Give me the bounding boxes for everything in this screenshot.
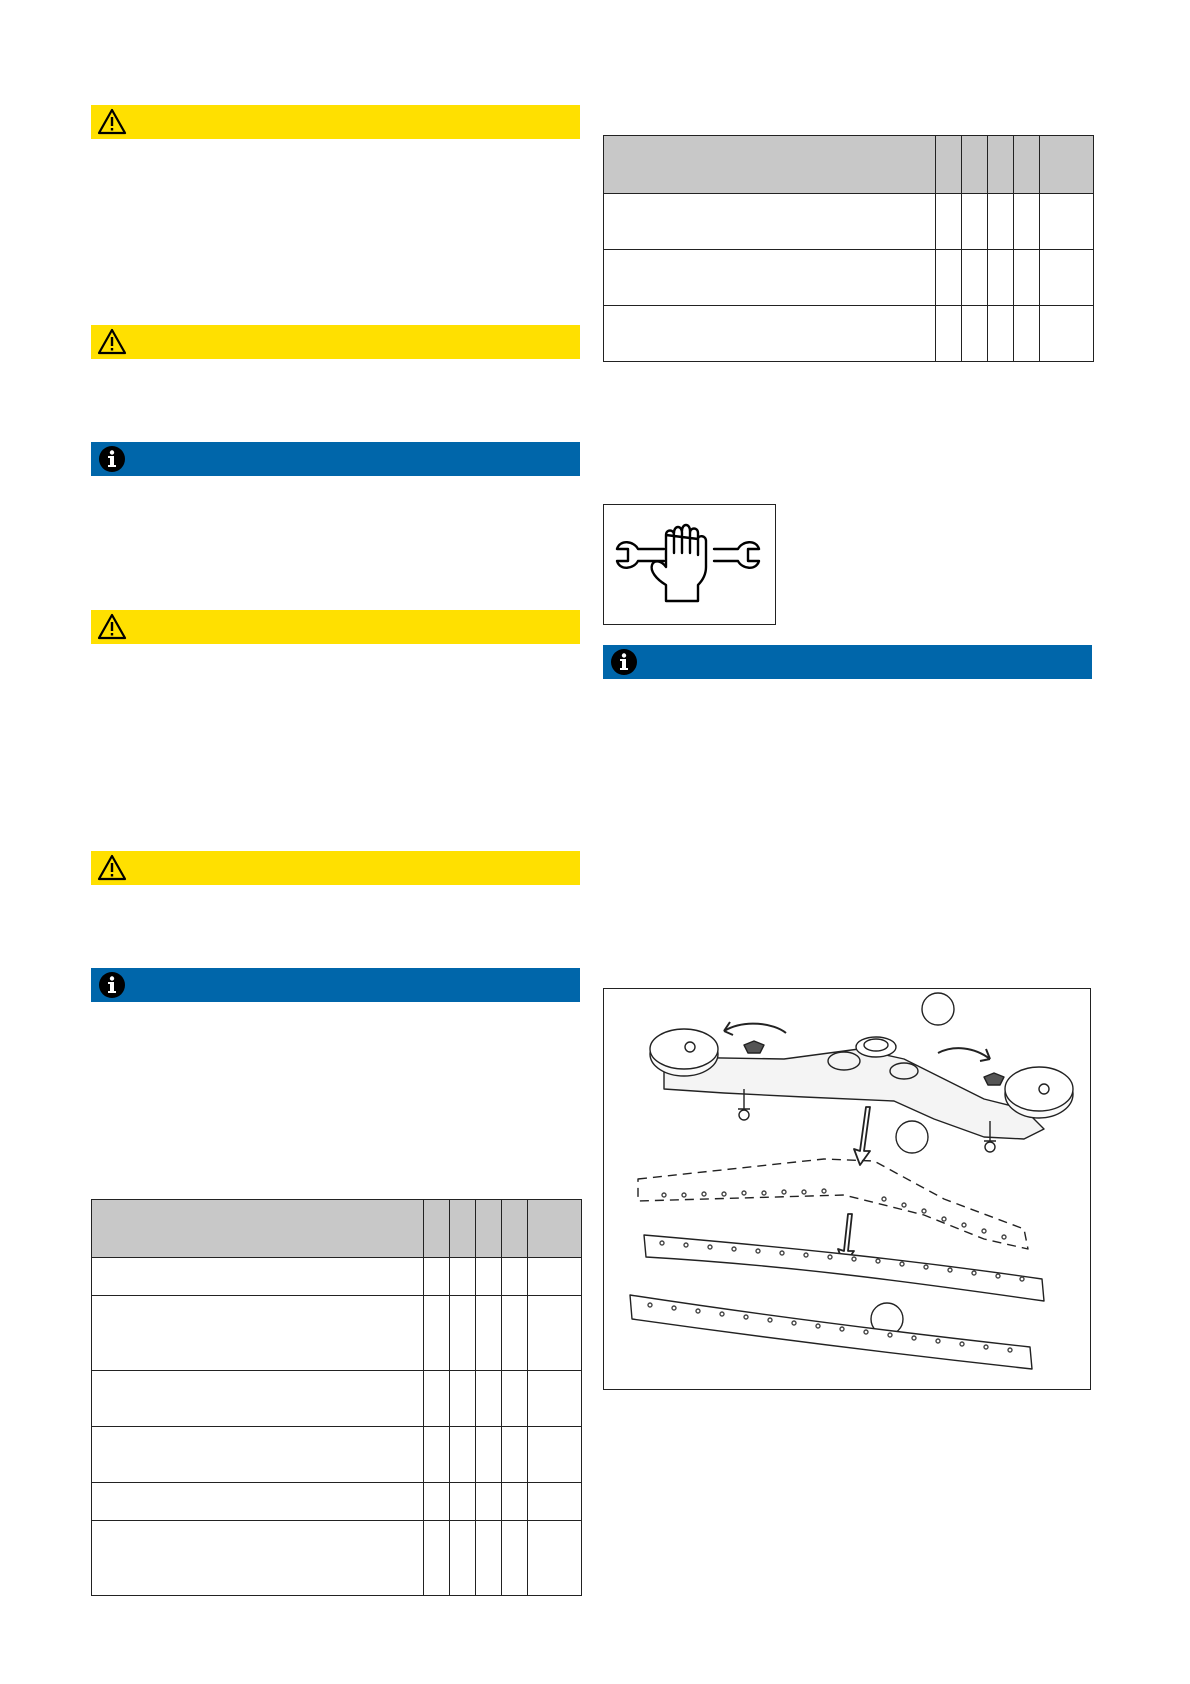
table-row (604, 306, 1094, 362)
table-cell (502, 1521, 528, 1596)
table-cell (604, 194, 936, 250)
table-cell (528, 1427, 582, 1483)
table-cell (528, 1521, 582, 1596)
header-cell (936, 136, 962, 194)
callout-circle-2 (896, 1121, 928, 1153)
warning-notice-4 (91, 851, 580, 885)
table-cell (424, 1371, 450, 1427)
right-star-knob (984, 1073, 1004, 1085)
table-cell (1014, 306, 1040, 362)
table-cell (476, 1521, 502, 1596)
table-header-row (604, 136, 1094, 194)
header-cell (1014, 136, 1040, 194)
table-cell (424, 1427, 450, 1483)
warning-notice-2 (91, 325, 580, 359)
table-cell (450, 1371, 476, 1427)
table-cell (450, 1296, 476, 1371)
table-cell (962, 306, 988, 362)
hand-with-wrenches-icon (604, 505, 775, 624)
header-cell (92, 1200, 424, 1258)
info-icon (95, 968, 129, 1002)
table-cell (988, 306, 1014, 362)
header-cell (450, 1200, 476, 1258)
table-cell (528, 1258, 582, 1296)
table-cell (988, 194, 1014, 250)
table-cell (450, 1258, 476, 1296)
table-cell (988, 250, 1014, 306)
rotate-arrow-left (724, 1024, 786, 1033)
maintenance-symbol-box (603, 504, 776, 625)
warning-triangle-icon (95, 105, 129, 139)
down-arrow-1 (854, 1107, 870, 1165)
table-cell (476, 1371, 502, 1427)
table-cell (1040, 194, 1094, 250)
info-icon (95, 442, 129, 476)
table-row (92, 1521, 582, 1596)
table-cell (962, 250, 988, 306)
table-cell (502, 1483, 528, 1521)
table-cell (424, 1296, 450, 1371)
table-cell (502, 1258, 528, 1296)
squeegee-assembly-figure (603, 988, 1091, 1390)
table-cell (424, 1521, 450, 1596)
rotate-arrow-right (938, 1048, 990, 1059)
header-cell (1040, 136, 1094, 194)
callout-circle-1 (922, 993, 954, 1025)
table-cell (450, 1483, 476, 1521)
table-cell (424, 1483, 450, 1521)
table-cell (92, 1371, 424, 1427)
center-socket (856, 1037, 896, 1057)
table-cell (92, 1427, 424, 1483)
table-cell (92, 1296, 424, 1371)
table-cell (424, 1258, 450, 1296)
info-icon (607, 645, 641, 679)
table-cell (476, 1483, 502, 1521)
header-cell (604, 136, 936, 194)
warning-triangle-icon (95, 851, 129, 885)
warning-triangle-icon (95, 610, 129, 644)
table-cell (1014, 250, 1040, 306)
maintenance-table-right (603, 135, 1094, 362)
info-notice-2 (91, 968, 580, 1002)
table-cell (604, 306, 936, 362)
table-cell (92, 1521, 424, 1596)
table-cell (476, 1296, 502, 1371)
table-cell (528, 1296, 582, 1371)
table-row (92, 1427, 582, 1483)
warning-triangle-icon (95, 325, 129, 359)
table-row (92, 1483, 582, 1521)
table-row (604, 250, 1094, 306)
table-cell (502, 1371, 528, 1427)
header-cell (988, 136, 1014, 194)
squeegee-assembly-illustration (604, 989, 1090, 1389)
info-notice-3 (603, 645, 1092, 679)
table-cell (502, 1296, 528, 1371)
table-header-row (92, 1200, 582, 1258)
table-row (92, 1371, 582, 1427)
left-star-knob (744, 1041, 764, 1053)
table-row (92, 1258, 582, 1296)
table-cell (1040, 250, 1094, 306)
info-notice-1 (91, 442, 580, 476)
table-cell (936, 194, 962, 250)
squeegee-blade-lower (630, 1295, 1032, 1369)
table-cell (502, 1427, 528, 1483)
table-cell (936, 250, 962, 306)
warning-notice-3 (91, 610, 580, 644)
table-cell (476, 1427, 502, 1483)
table-cell (962, 194, 988, 250)
table-row (92, 1296, 582, 1371)
table-cell (1014, 194, 1040, 250)
header-cell (962, 136, 988, 194)
table-cell (936, 306, 962, 362)
maintenance-table-left (91, 1199, 582, 1596)
table-cell (92, 1483, 424, 1521)
table-cell (92, 1258, 424, 1296)
header-cell (476, 1200, 502, 1258)
warning-notice-1 (91, 105, 580, 139)
table-cell (604, 250, 936, 306)
table-cell (528, 1371, 582, 1427)
table-cell (528, 1483, 582, 1521)
table-cell (450, 1521, 476, 1596)
table-cell (1040, 306, 1094, 362)
table-cell (476, 1258, 502, 1296)
header-cell (528, 1200, 582, 1258)
table-cell (450, 1427, 476, 1483)
squeegee-frame (664, 1049, 1044, 1139)
header-cell (424, 1200, 450, 1258)
dashed-frame-outline (638, 1159, 1028, 1249)
table-row (604, 194, 1094, 250)
header-cell (502, 1200, 528, 1258)
